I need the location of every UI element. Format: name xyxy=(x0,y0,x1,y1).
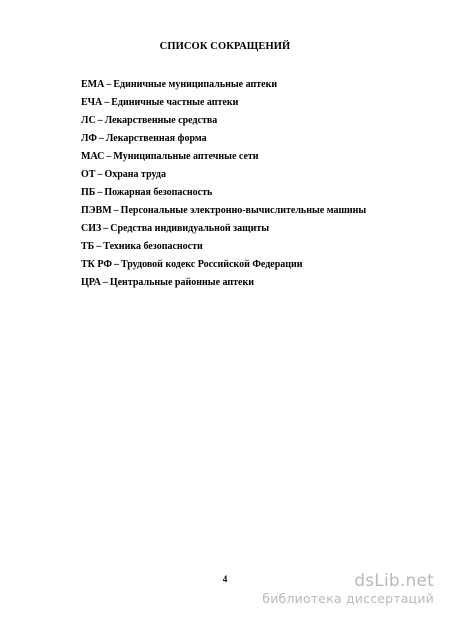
abbreviation-item xyxy=(81,202,366,220)
abbreviation-item xyxy=(81,166,366,184)
abbreviation-meaning: Трудовой кодекс Российской Федерации xyxy=(120,259,303,270)
abbreviation-meaning: Пожарная безопасность xyxy=(104,187,213,198)
abbreviation-term: ЦРА xyxy=(81,277,101,288)
abbreviation-item xyxy=(81,184,366,202)
abbreviation-term: ПБ xyxy=(81,187,96,198)
abbreviation-meaning: Персональные электронно-вычислительные машины xyxy=(120,205,367,216)
abbreviation-meaning: Средства индивидуальной защиты xyxy=(110,223,270,234)
abbreviation-dash: – xyxy=(102,277,108,288)
abbreviation-dash: – xyxy=(98,133,104,144)
watermark-logo-dot: . xyxy=(399,571,406,591)
abbreviation-item xyxy=(81,94,366,112)
watermark-logo-part2: net xyxy=(405,571,434,591)
abbreviation-dash: – xyxy=(96,241,102,252)
abbreviation-dash: – xyxy=(97,187,103,198)
abbreviation-dash: – xyxy=(104,97,110,108)
abbreviation-dash: – xyxy=(103,223,109,234)
watermark-subtitle: библиотека диссертаций xyxy=(262,591,434,606)
abbreviation-item xyxy=(81,238,366,256)
abbreviation-list xyxy=(81,76,366,292)
abbreviation-term: ОТ xyxy=(81,169,96,180)
abbreviation-term: МАС xyxy=(81,151,105,162)
abbreviation-dash: – xyxy=(113,259,119,270)
site-watermark xyxy=(262,571,434,607)
abbreviation-meaning: Единичные муниципальные аптеки xyxy=(113,79,278,90)
abbreviation-meaning: Единичные частные аптеки xyxy=(111,97,239,108)
abbreviation-dash: – xyxy=(97,169,103,180)
abbreviation-dash: – xyxy=(106,151,112,162)
abbreviation-item xyxy=(81,76,366,94)
abbreviation-term: ЕМА xyxy=(81,79,105,90)
abbreviation-meaning: Охрана труда xyxy=(104,169,166,180)
abbreviation-dash: – xyxy=(106,79,112,90)
abbreviation-item xyxy=(81,256,366,274)
abbreviation-item xyxy=(81,112,366,130)
page-title: СПИСОК СОКРАЩЕНИЙ xyxy=(159,41,291,52)
abbreviation-term: ЛФ xyxy=(81,133,97,144)
abbreviation-meaning: Техника безопасности xyxy=(103,241,203,252)
watermark-logo xyxy=(262,571,434,591)
abbreviation-dash: – xyxy=(113,205,119,216)
abbreviation-term: СИЗ xyxy=(81,223,102,234)
abbreviation-item xyxy=(81,130,366,148)
abbreviation-meaning: Лекарственные средства xyxy=(104,115,218,126)
abbreviation-meaning: Центральные районные аптеки xyxy=(109,277,255,288)
abbreviation-item xyxy=(81,274,366,292)
abbreviation-term: ПЭВМ xyxy=(81,205,112,216)
abbreviation-dash: – xyxy=(97,115,103,126)
abbreviation-item xyxy=(81,220,366,238)
abbreviation-meaning: Муниципальные аптечные сети xyxy=(113,151,259,162)
abbreviation-term: ЕЧА xyxy=(81,97,103,108)
abbreviation-term: ЛС xyxy=(81,115,96,126)
abbreviation-meaning: Лекарственная форма xyxy=(105,133,207,144)
page-number: 4 xyxy=(222,574,228,584)
abbreviation-item xyxy=(81,148,366,166)
watermark-logo-part1: dsLib xyxy=(354,571,400,591)
abbreviation-term: ТБ xyxy=(81,241,95,252)
abbreviation-term: ТК РФ xyxy=(81,259,112,270)
